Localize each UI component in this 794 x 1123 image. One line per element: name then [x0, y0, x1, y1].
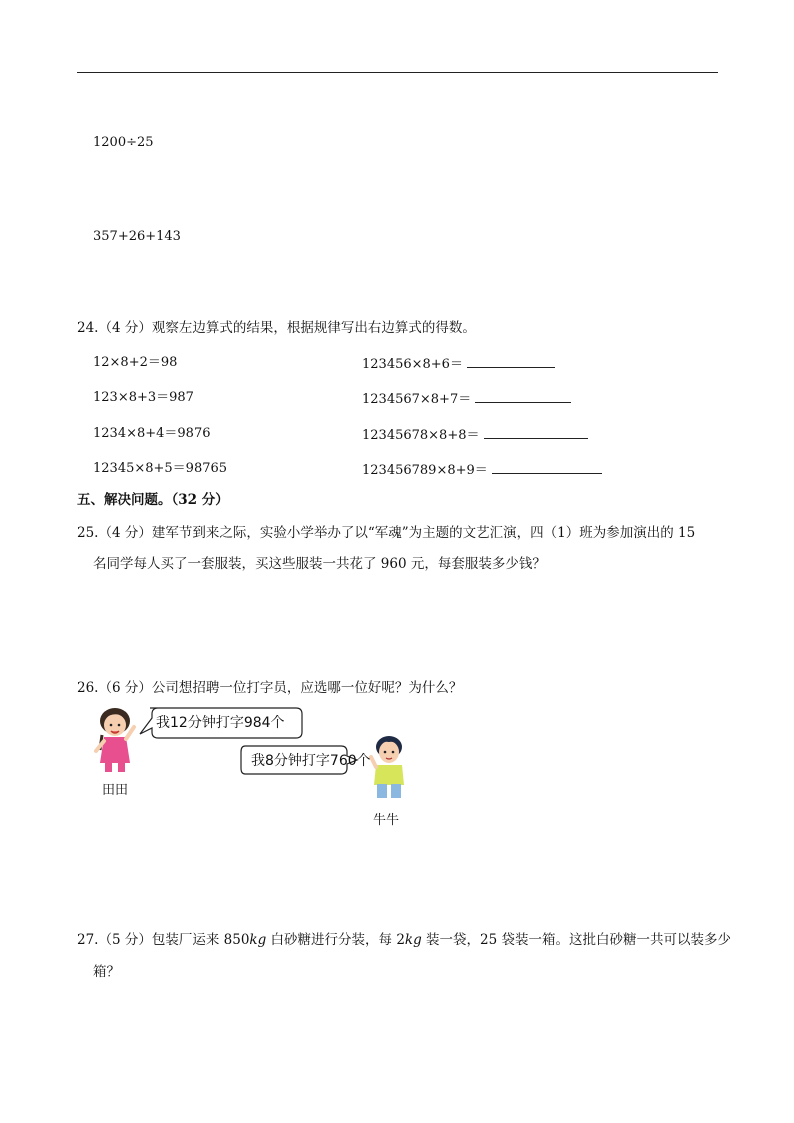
answer-blank-3[interactable] [484, 426, 588, 439]
q27-part-a: 27.（5 分）包装厂运来 850 [77, 932, 250, 948]
expression-1200-div-25: 1200÷25 [93, 135, 154, 150]
girl-name: 田田 [102, 783, 129, 798]
boy-niuniu-illustration [366, 733, 412, 805]
q24-right-3 [362, 426, 588, 444]
question-26-title: 26.（6 分）公司想招聘一位打字员，应选哪一位好呢？为什么？ [77, 680, 463, 696]
q24-right-4 [362, 461, 602, 479]
question-24-title: 24.（4 分）观察左边算式的结果，根据规律写出右边算式的得数。 [77, 320, 476, 336]
answer-blank-1[interactable] [467, 355, 555, 368]
answer-blank-4[interactable] [492, 461, 602, 474]
girl-tiantian-illustration [90, 705, 140, 775]
question-25-line2: 名同学每人买了一套服装，买这些服装一共花了 960 元，每套服装多少钱？ [93, 556, 546, 572]
q24-right-2-text: 1234567×8+7＝ [362, 392, 472, 407]
q24-right-1-text: 123456×8+6＝ [362, 357, 463, 372]
q24-left-1: 12×8+2＝98 [93, 355, 178, 370]
q24-right-4-text: 123456789×8+9＝ [362, 463, 488, 478]
q24-left-3: 1234×8+4＝9876 [93, 426, 211, 441]
expression-357-plus: 357+26+143 [93, 229, 181, 244]
q24-right-2 [362, 390, 571, 408]
boy-speech-text: 我8分钟打字760个 [251, 753, 371, 769]
q24-left-2: 123×8+3＝987 [93, 390, 194, 405]
q27-part-b: 白砂糖进行分装，每 2 [266, 932, 405, 948]
answer-blank-2[interactable] [475, 390, 571, 403]
q24-right-1 [362, 355, 555, 373]
question-27-line1 [77, 931, 731, 949]
question-27-line2: 箱？ [93, 964, 120, 980]
girl-speech-text: 我12分钟打字984个 [156, 715, 285, 731]
header-rule [77, 72, 718, 73]
unit-kg-2: kg [404, 932, 422, 948]
q24-left-4: 12345×8+5＝98765 [93, 461, 228, 476]
section-5-heading: 五、解决问题。（32 分） [77, 492, 229, 508]
q27-part-c: 装一袋，25 袋装一箱。这批白砂糖一共可以装多少 [421, 932, 732, 948]
q24-right-3-text: 12345678×8+8＝ [362, 428, 480, 443]
question-25-line1: 25.（4 分）建军节到来之际，实验小学举办了以“军魂”为主题的文艺汇演，四（1）班为参加演出的 15 [77, 525, 696, 541]
unit-kg-1: kg [249, 932, 267, 948]
boy-name: 牛牛 [373, 813, 400, 828]
